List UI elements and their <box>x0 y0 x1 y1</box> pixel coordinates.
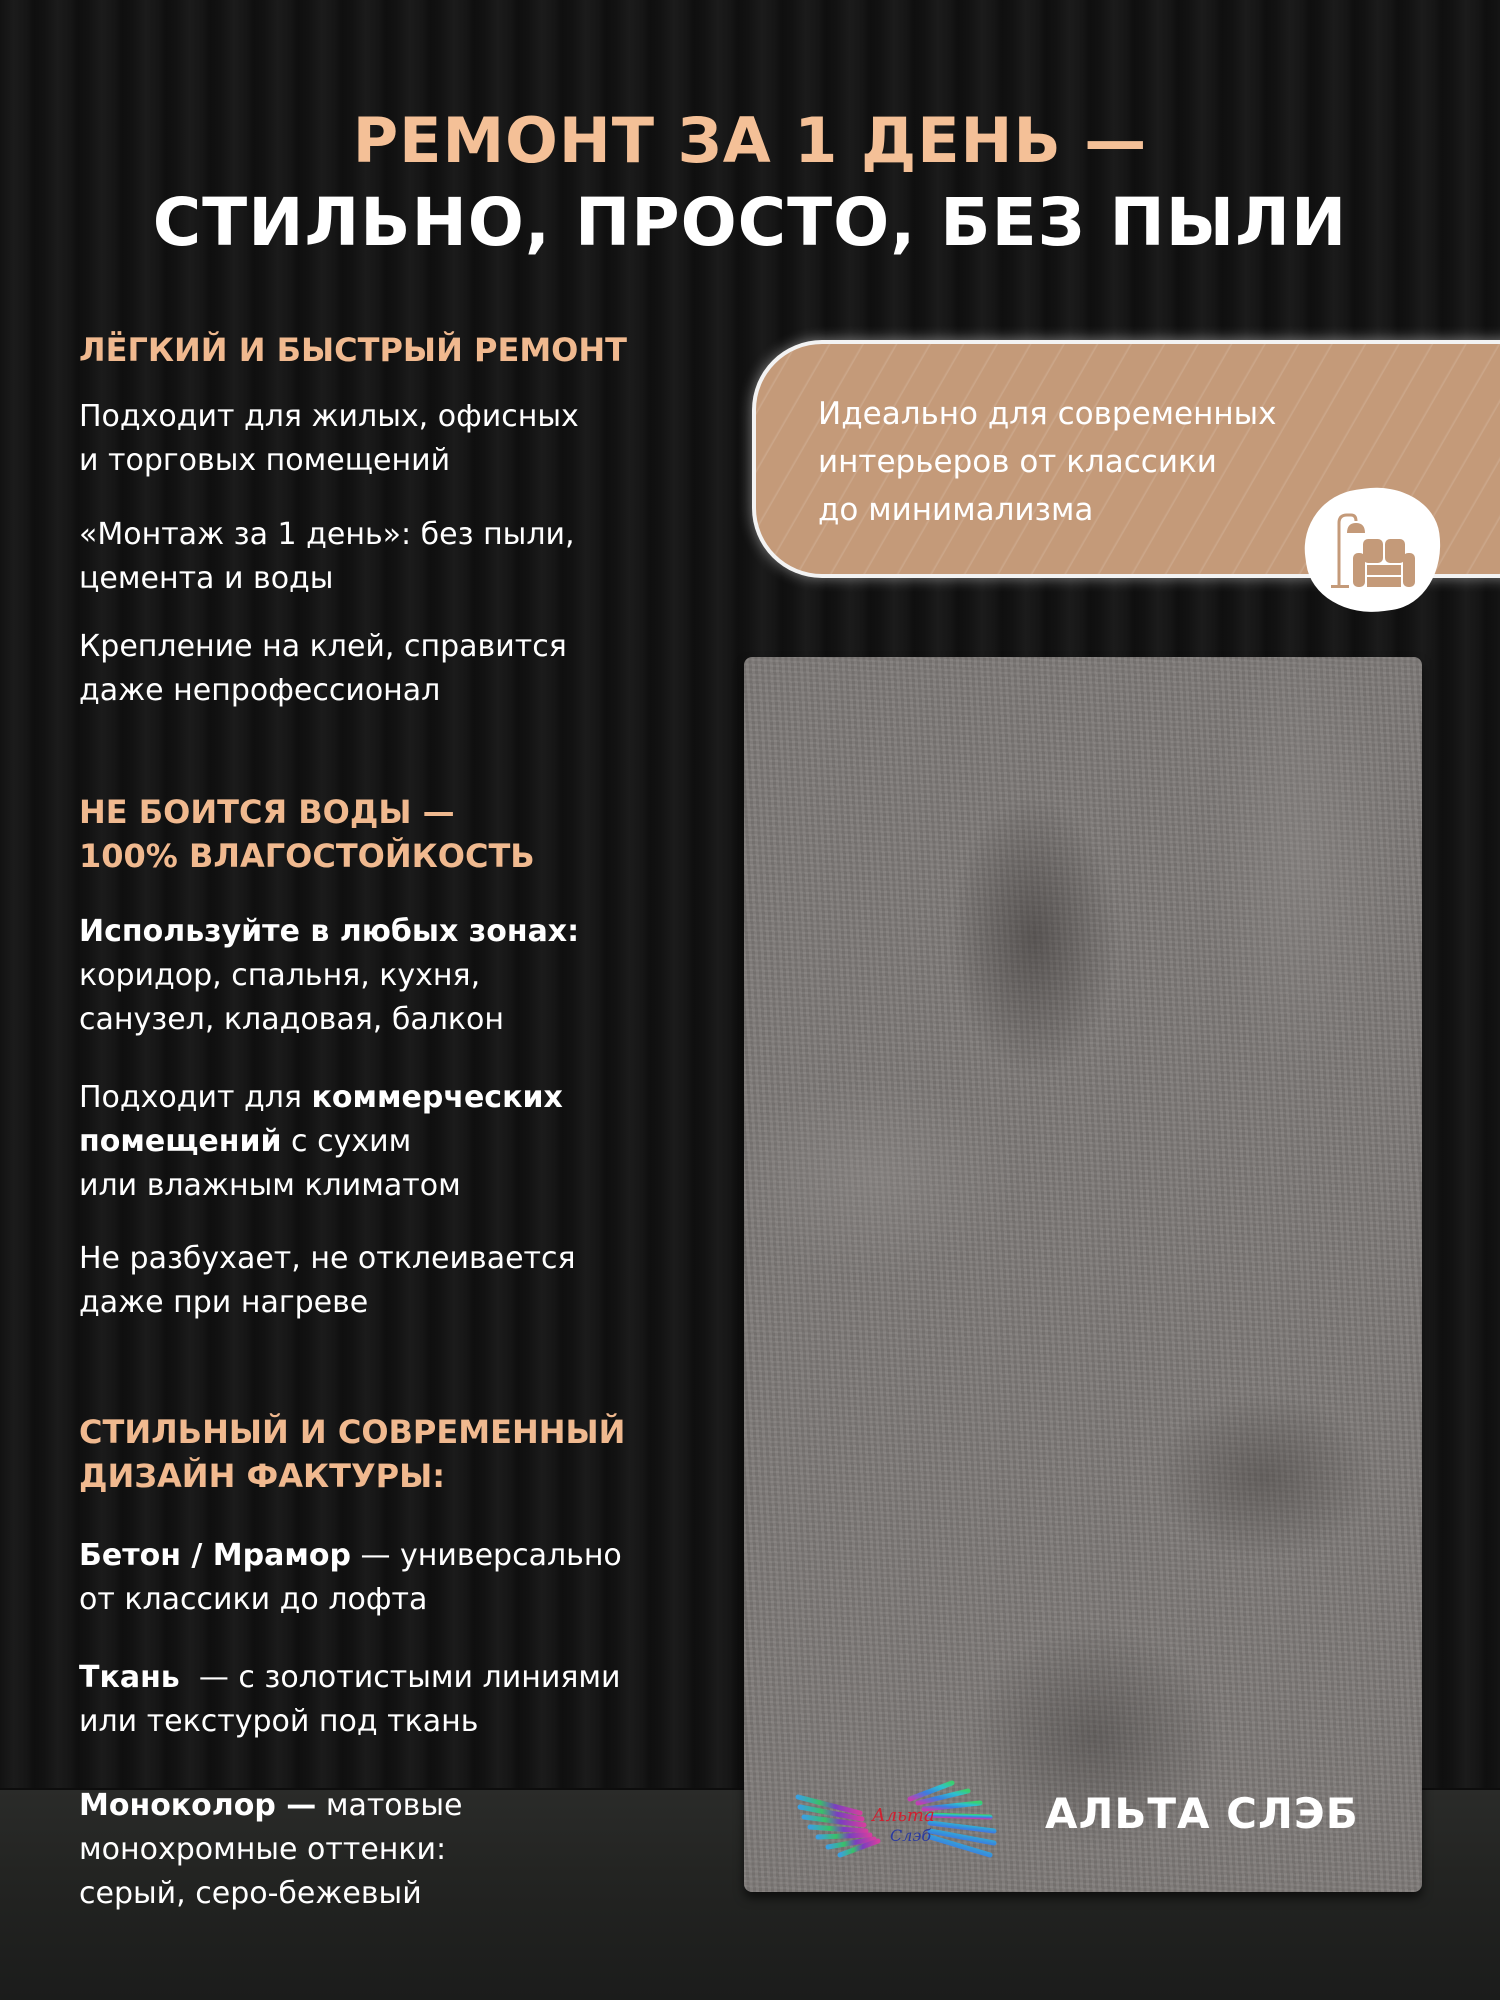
text-line: монохромные оттенки: <box>79 1832 447 1867</box>
text-span: с сухим <box>281 1124 412 1159</box>
text-line: Идеально для современных <box>818 396 1277 432</box>
section-heading-quick-repair: ЛЁГКИЙ И БЫСТРЫЙ РЕМОНТ <box>79 331 627 369</box>
callout-text <box>818 390 1378 534</box>
text-line: и торговых помещений <box>79 443 451 478</box>
heading-line: СТИЛЬНЫЙ И СОВРЕМЕННЫЙ <box>79 1413 626 1451</box>
section-heading-waterproof <box>79 790 535 878</box>
product-slab-image <box>744 657 1422 1892</box>
text-line: или текстурой под ткань <box>79 1704 479 1739</box>
text-line: Крепление на клей, справится <box>79 629 567 664</box>
bold-span: Ткань <box>79 1660 180 1695</box>
bold-span: помещений <box>79 1124 282 1159</box>
svg-text:Слэб: Слэб <box>890 1826 932 1845</box>
feature-glue-mount <box>79 625 567 713</box>
text-line: интерьеров от классики <box>818 444 1217 480</box>
text-line: «Монтаж за 1 день»: без пыли, <box>79 517 575 552</box>
section-heading-design <box>79 1410 625 1498</box>
text-span: — универсально <box>350 1538 622 1573</box>
feature-no-swelling <box>79 1237 576 1325</box>
text-line: Подходит для жилых, офисных <box>79 399 579 434</box>
svg-text:Альта: Альта <box>872 1805 935 1826</box>
feature-rooms <box>79 395 579 483</box>
brand-name: АЛЬТА СЛЭБ <box>1045 1789 1359 1838</box>
text-line: серый, серо-бежевый <box>79 1876 422 1911</box>
text-line: даже при нагреве <box>79 1285 369 1320</box>
title-line-1: РЕМОНТ ЗА 1 ДЕНЬ — <box>352 104 1148 177</box>
text-span: матовые <box>316 1788 463 1823</box>
text-line: до минимализма <box>818 492 1094 528</box>
feature-commercial <box>79 1076 563 1208</box>
text-line: или влажным климатом <box>79 1168 461 1203</box>
text-line: от классики до лофта <box>79 1582 428 1617</box>
text-line: даже непрофессионал <box>79 673 441 708</box>
heading-line: НЕ БОИТСЯ ВОДЫ — <box>79 793 455 831</box>
text-line: санузел, кладовая, балкон <box>79 1002 505 1037</box>
title-line-2: СТИЛЬНО, ПРОСТО, БЕЗ ПЫЛИ <box>152 184 1348 261</box>
heading-line: ДИЗАЙН ФАКТУРЫ: <box>79 1457 446 1495</box>
text-span: Подходит для <box>79 1080 312 1115</box>
text-line: Не разбухает, не отклеивается <box>79 1241 576 1276</box>
heading-line: 100% ВЛАГОСТОЙКОСТЬ <box>79 837 535 875</box>
wings-logo-icon <box>790 1775 1010 1875</box>
feature-any-zones <box>79 910 579 1042</box>
bold-span: коммерческих <box>311 1080 563 1115</box>
text-line: цемента и воды <box>79 561 334 596</box>
sofa-lamp-icon <box>1325 505 1421 595</box>
design-concrete-marble <box>79 1534 622 1622</box>
feature-install-1-day <box>79 513 575 601</box>
design-fabric <box>79 1656 621 1744</box>
text-span: — с золотистыми линиями <box>179 1660 621 1695</box>
bold-span: Моноколор — <box>79 1788 317 1823</box>
bold-lead: Используйте в любых зонах: <box>79 914 580 949</box>
design-monocolor <box>79 1784 463 1916</box>
text-line: коридор, спальня, кухня, <box>79 958 481 993</box>
bold-span: Бетон / Мрамор <box>79 1538 351 1573</box>
page-title <box>0 102 1500 266</box>
